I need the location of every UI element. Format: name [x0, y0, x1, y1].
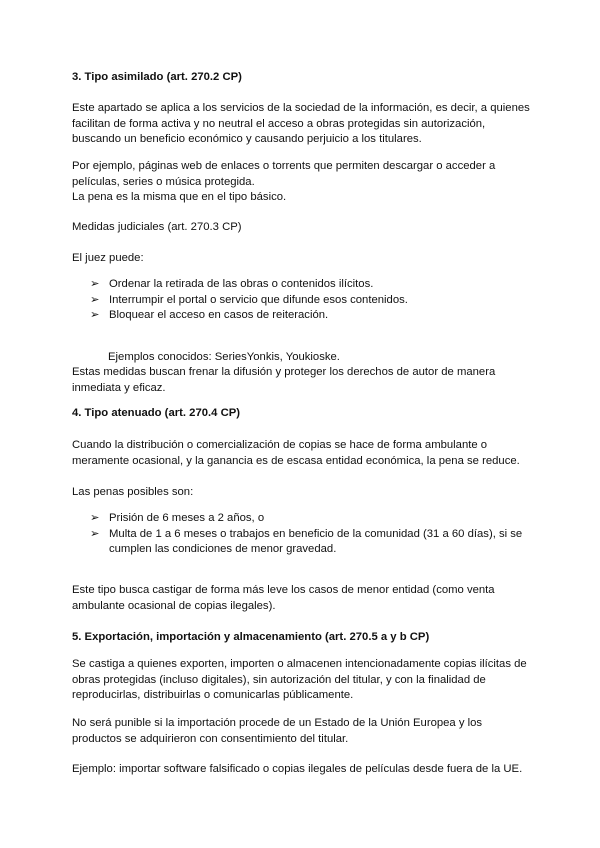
section-4-closing: Este tipo busca castigar de forma más leve los casos de menor entidad (como venta ambulante ocasional de copias ilegales). [72, 584, 495, 612]
list-item: ➢ Multa de 1 a 6 meses o trabajos en beneficio de la comunidad (31 a 60 días), si se cumplen las condiciones de menor gravedad. [90, 527, 523, 556]
section-3-paragraph-1: Este apartado se aplica a los servicios de la sociedad de la información, es decir, a quienes facilitan de forma activa y no neutral el acceso a obras protegidas sin autorización, buscando un beneficio económico y causando perjuicio a los titulares. [72, 102, 530, 146]
list-item: ➢ Ordenar la retirada de las obras o contenidos ilícitos. [72, 277, 532, 293]
section-3-closing: Estas medidas buscan frenar la difusión y proteger los derechos de autor de manera inmediata y eficaz. [72, 366, 496, 394]
example-sentence: Por ejemplo, páginas web de enlaces o torrents que permiten descargar o acceder a películas, series o música protegida. [72, 160, 496, 188]
penalties-list [72, 511, 532, 558]
section-4-heading: 4. Tipo atenuado (art. 270.4 CP) [72, 407, 241, 419]
list-item: ➢ Bloquear el acceso en casos de reiteración. [72, 308, 532, 324]
section-5-paragraph-2: No será punible si la importación procede de un Estado de la Unión Europea y los productos se adquirieron con consentimiento del titular. [72, 717, 483, 745]
judicial-measures-list [72, 277, 532, 324]
arrow-bullet-icon: ➢ [90, 293, 100, 306]
section-4-paragraph-1: Cuando la distribución o comercialización de copias se hace de forma ambulante o meramente ocasional, y la ganancia es de escasa entidad económica, la pena se reduce. [72, 439, 520, 467]
list-item: ➢ Prisión de 6 meses a 2 años, o [72, 511, 532, 527]
arrow-bullet-icon: ➢ [90, 278, 100, 290]
judicial-measures-title: Medidas judiciales (art. 270.3 CP) [72, 221, 242, 233]
section-3-paragraph-2 [72, 159, 532, 206]
section-3-heading: 3. Tipo asimilado (art. 270.2 CP) [72, 71, 242, 83]
penalty-sentence: La pena es la misma que en el tipo básico. [72, 191, 287, 204]
section-5-heading: 5. Exportación, importación y almacenamiento (art. 270.5 a y b CP) [72, 631, 430, 643]
arrow-bullet-icon: ➢ [90, 527, 100, 540]
section-5-example: Ejemplo: importar software falsificado o copias ilegales de películas desde fuera de la UE. [72, 763, 523, 775]
known-examples: Ejemplos conocidos: SeriesYonkis, Youkioske. [108, 351, 340, 363]
list-item: ➢ Interrumpir el portal o servicio que difunde esos contenidos. [72, 293, 532, 309]
penalties-intro: Las penas posibles son: [72, 486, 194, 498]
section-5-paragraph-1: Se castiga a quienes exporten, importen o almacenen intencionadamente copias ilícitas de obras protegidas (incluso digitales), sin autorización del titular, y con la finalidad de reproducirlas, distribuirlas o comunicarlas públicamente. [72, 658, 527, 702]
arrow-bullet-icon: ➢ [90, 512, 100, 524]
arrow-bullet-icon: ➢ [90, 309, 100, 322]
judge-can-label: El juez puede: [72, 252, 144, 264]
